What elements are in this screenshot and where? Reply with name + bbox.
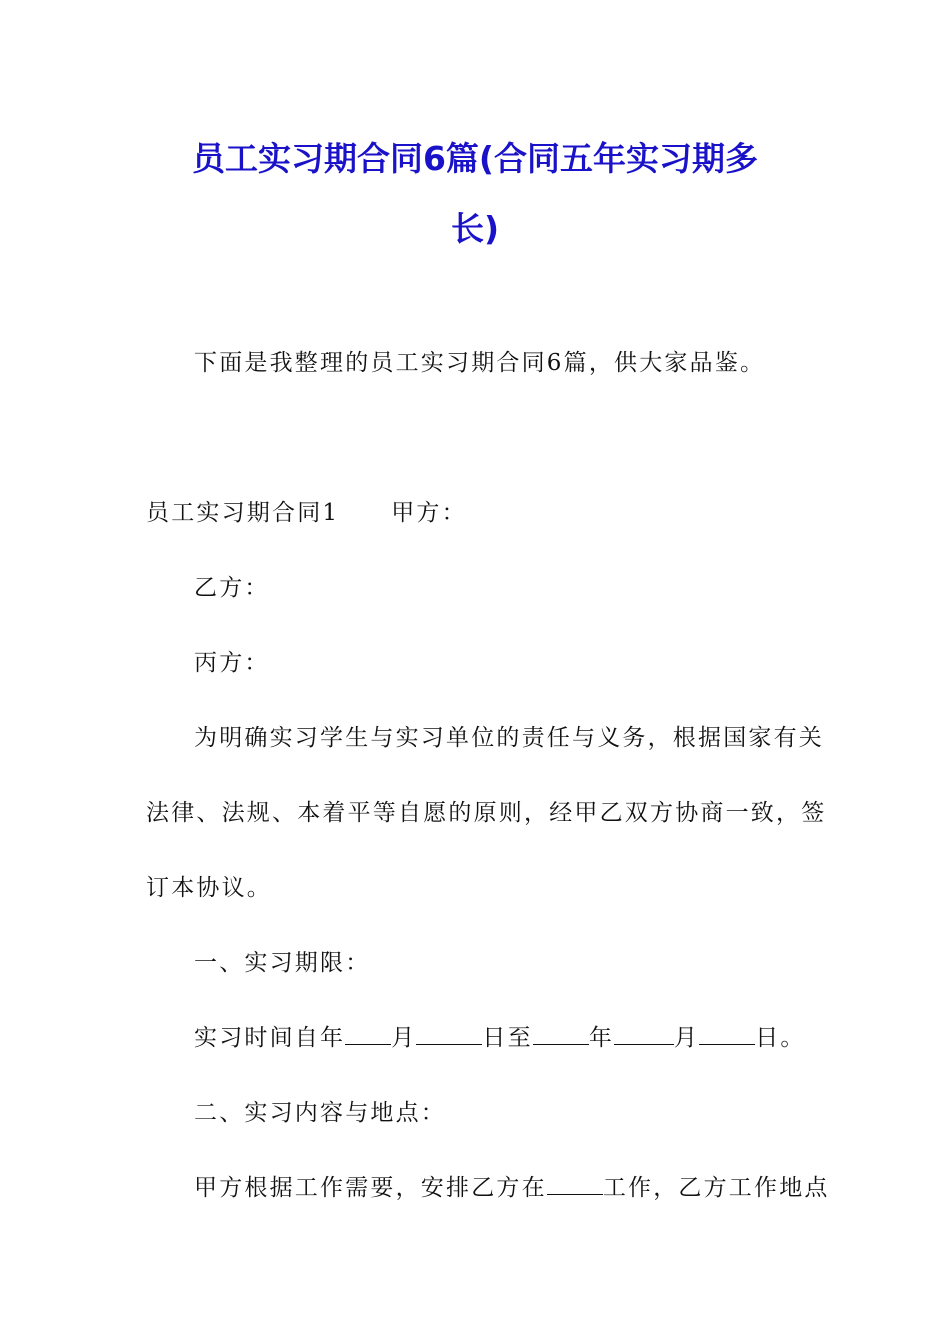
- fill-blank: [416, 1024, 482, 1045]
- work-text-end: 工作，乙方工作地点: [602, 1175, 830, 1201]
- document-title-line-2: 长): [450, 209, 500, 248]
- party-c-label: 丙方：: [194, 650, 270, 676]
- fill-blank: [345, 1024, 391, 1045]
- fill-blank: [699, 1024, 755, 1045]
- party-a-label: 甲方：: [391, 500, 467, 526]
- fill-blank: [547, 1174, 603, 1195]
- internship-period-line: [194, 1019, 806, 1052]
- party-b-label: 乙方：: [194, 575, 270, 601]
- period-text-start: 实习时间自年: [194, 1025, 346, 1051]
- purpose-paragraph-line-3: 订本协议。: [146, 875, 272, 901]
- fill-blank: [614, 1024, 674, 1045]
- work-text-start: 甲方根据工作需要，安排乙方在: [194, 1175, 547, 1201]
- intro-paragraph: 下面是我整理的员工实习期合同6篇，供大家品鉴。: [194, 350, 766, 376]
- period-text-day-end: 日。: [755, 1025, 806, 1051]
- period-text-month: 月: [391, 1025, 417, 1051]
- fill-blank: [533, 1024, 589, 1045]
- purpose-paragraph-line-2: 法律、法规、本着平等自愿的原则，经甲乙双方协商一致，签: [146, 800, 827, 826]
- work-arrangement-line: [194, 1169, 830, 1202]
- clause-1-heading: 一、实习期限：: [194, 950, 371, 976]
- section-heading: 员工实习期合同1: [146, 500, 340, 526]
- document-title-line-1: 员工实习期合同6篇(合同五年实习期多: [191, 139, 759, 178]
- contract-heading-line: [146, 494, 467, 527]
- purpose-paragraph-line-1: 为明确实习学生与实习单位的责任与义务，根据国家有关: [194, 725, 824, 751]
- period-text-day-to: 日至: [482, 1025, 533, 1051]
- period-text-year: 年: [588, 1025, 615, 1051]
- period-text-month-2: 月: [674, 1025, 700, 1051]
- clause-2-heading: 二、实习内容与地点：: [194, 1100, 446, 1126]
